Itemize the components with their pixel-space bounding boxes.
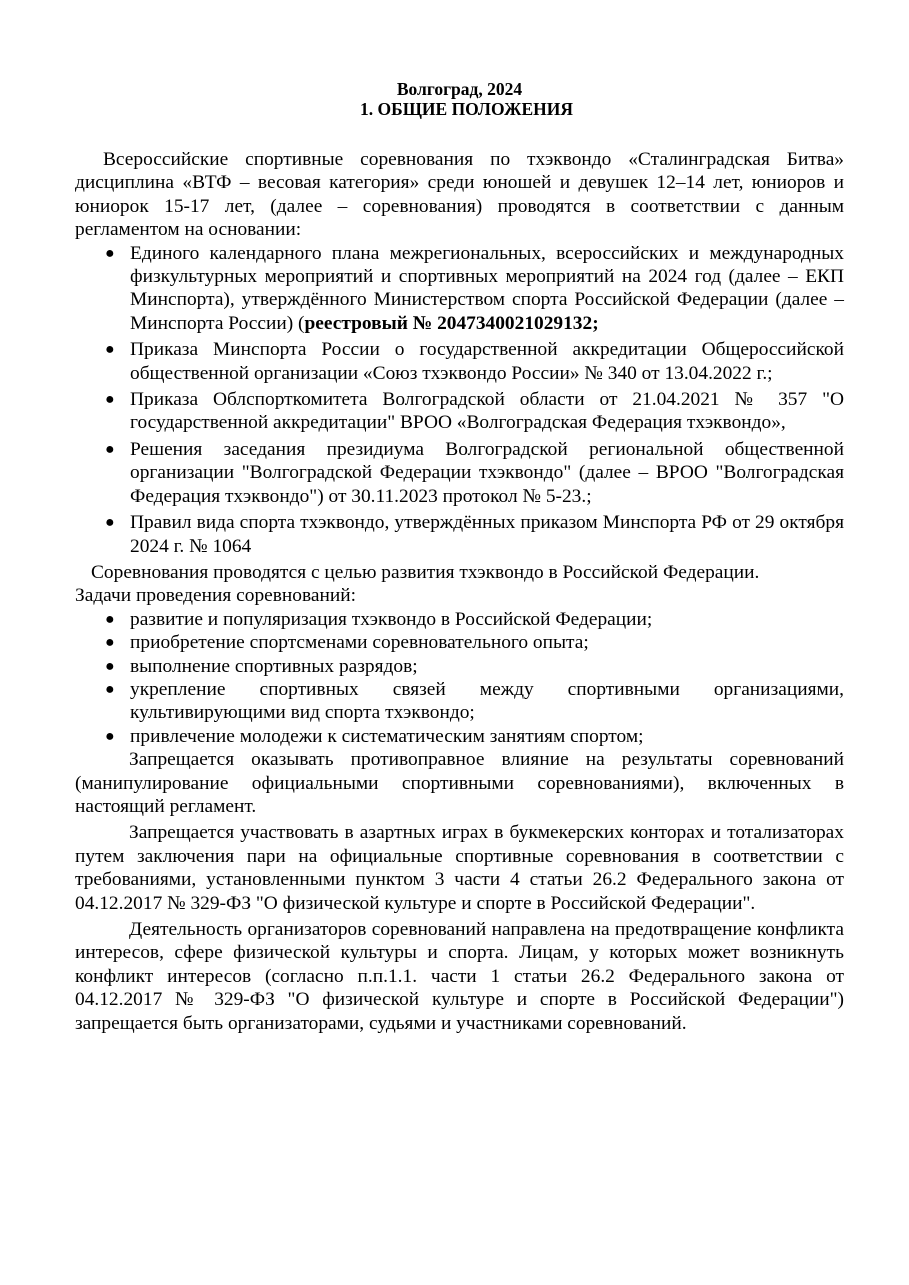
basis-list xyxy=(75,242,844,558)
bullet-icon: ● xyxy=(105,514,115,532)
bullet-icon: ● xyxy=(105,244,115,262)
bullet-icon: ● xyxy=(105,341,115,359)
task-item xyxy=(75,725,844,748)
document-body xyxy=(75,80,844,1035)
task-item-text: укрепление спортивных связей между спортивными организациями, культивирующими вид спорта тхэквондо; xyxy=(130,678,844,724)
body-paragraph: Запрещается оказывать противоправное влияние на результаты соревнований (манипулирование официальными спортивными соревнованиями), включенных в настоящий регламент. xyxy=(75,749,844,817)
task-item xyxy=(75,678,844,725)
basis-item-text: Единого календарного плана межрегиональных, всероссийских и международных физкультурных мероприятий и спортивных мероприятий на 2024 год (далее – ЕКП Минспорта), утверждённого Министерством спорта Российской Федерации (далее – Минспорта России) ( xyxy=(130,242,844,334)
section-title: 1. ОБЩИЕ ПОЛОЖЕНИЯ xyxy=(360,99,573,119)
task-item-text: приобретение спортсменами соревновательного опыта; xyxy=(130,632,589,654)
basis-item xyxy=(75,388,844,435)
task-item-text: привлечение молодежи к систематическим занятиям спортом; xyxy=(130,725,644,747)
bullet-icon: ● xyxy=(105,727,115,745)
basis-item xyxy=(75,438,844,508)
intro-paragraph: Всероссийские спортивные соревнования по тхэквондо «Сталинградская Битва» дисциплина «ВТФ – весовая категория» среди юношей и девушек 12–14 лет, юниоров и юниорок 15-17 лет, (далее – соревнования) проводятся в соответствии с данным регламентом на основании: xyxy=(75,149,844,241)
basis-item xyxy=(75,338,844,385)
task-item xyxy=(75,608,844,631)
bullet-icon: ● xyxy=(105,634,115,652)
body-paragraph: Запрещается участвовать в азартных играх в букмекерских конторах и тотализаторах путем заключения пари на официальные спортивные соревнования в соответствии с требованиями, установленными пунктом 3 части 4 статьи 26.2 Федерального закона от 04.12.2017 № 329-ФЗ "О физической культуре и спорте в Российской Федерации". xyxy=(75,822,844,914)
basis-item xyxy=(75,511,844,558)
basis-item-text: Приказа Облспорткомитета Волгоградской области от 21.04.2021 № 357 "О государственной аккредитации" ВРОО «Волгоградская Федерация тхэквондо», xyxy=(130,389,844,434)
goal-paragraph: Соревнования проводятся с целью развития тхэквондо в Российской Федерации. xyxy=(91,561,760,583)
body-paragraph: Деятельность организаторов соревнований направлена на предотвращение конфликта интересов, сфере физической культуры и спорта. Лицам, у которых может возникнуть конфликт интересов (согласно п.п.1.1. части 1 статьи 26.2 Федерального закона от 04.12.2017 № 329-ФЗ "О физической культуре и спорте в Российской Федерации") запрещается быть организаторами, судьями и участниками соревнований. xyxy=(75,919,844,1034)
tasks-title: Задачи проведения соревнований: xyxy=(75,585,357,607)
task-item-text: развитие и популяризация тхэквондо в Российской Федерации; xyxy=(130,608,653,630)
bullet-icon: ● xyxy=(105,391,115,409)
bullet-icon: ● xyxy=(105,440,115,458)
basis-item-text: Приказа Минспорта России о государственной аккредитации Общероссийской общественной организации «Союз тхэквондо России» № 340 от 13.04.2022 г.; xyxy=(130,339,844,384)
tasks-list xyxy=(75,608,844,748)
task-item xyxy=(75,655,844,678)
bullet-icon: ● xyxy=(105,610,115,628)
basis-item-text: Решения заседания президиума Волгоградской региональной общественной организации "Волгоградской Федерации тхэквондо" (далее – ВРОО "Волгоградская Федерация тхэквондо") от 30.11.2023 протокол № 5-23.; xyxy=(130,438,844,507)
registry-number: реестровый № 2047340021029132; xyxy=(304,312,599,334)
task-item-text: выполнение спортивных разрядов; xyxy=(130,655,418,677)
bullet-icon: ● xyxy=(105,680,115,698)
task-item xyxy=(75,631,844,654)
bullet-icon: ● xyxy=(105,657,115,675)
basis-item xyxy=(75,242,844,336)
city-year-heading: Волгоград, 2024 xyxy=(396,79,523,99)
basis-item-text: Правил вида спорта тхэквондо, утверждённых приказом Минспорта РФ от 29 октября 2024 г. № 1064 xyxy=(130,512,844,557)
